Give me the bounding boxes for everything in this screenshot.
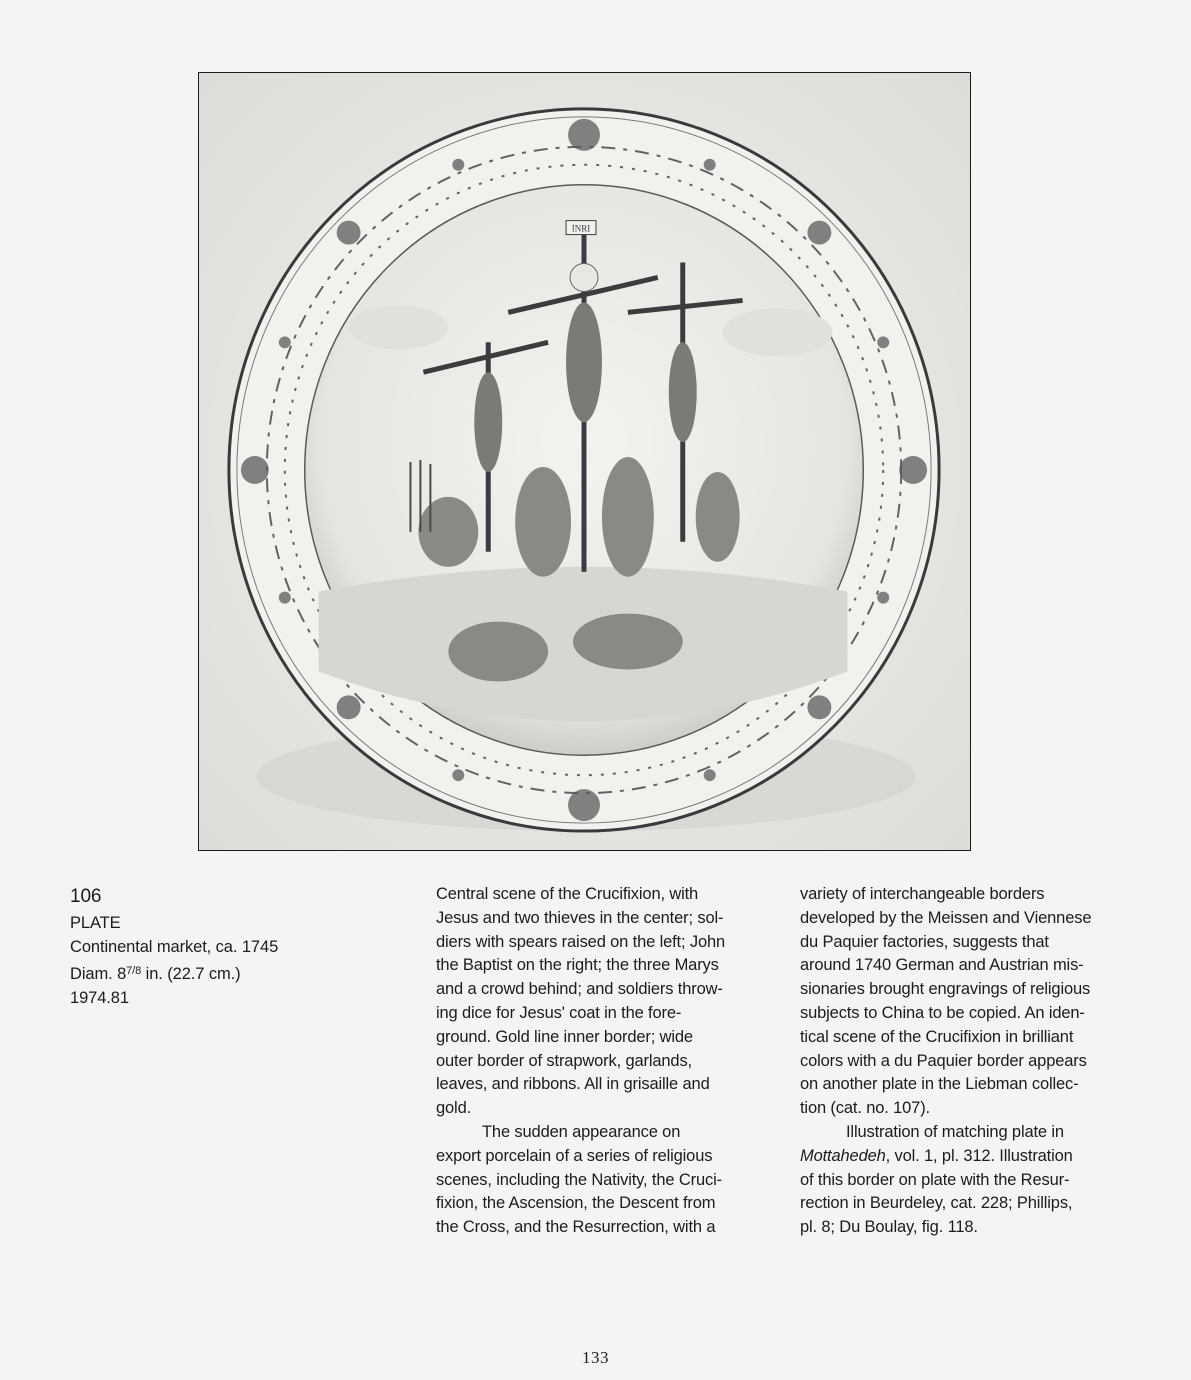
text-line: the Baptist on the right; the three Marys bbox=[436, 956, 719, 975]
text-line: Jesus and two thieves in the center; sol- bbox=[436, 908, 724, 927]
continuation-paragraph bbox=[800, 883, 1120, 1121]
text-line: ground. Gold line inner border; wide bbox=[436, 1027, 693, 1046]
text-line: diers with spears raised on the left; John bbox=[436, 932, 726, 951]
text-line: gold. bbox=[436, 1099, 472, 1118]
text-line: subjects to China to be copied. An iden- bbox=[800, 1003, 1085, 1022]
plate-image bbox=[199, 73, 970, 850]
text-line: outer border of strapwork, garlands, bbox=[436, 1051, 692, 1070]
continuation-column bbox=[800, 883, 1120, 1240]
accession-number: 1974.81 bbox=[70, 989, 129, 1007]
diameter-fraction: 7/8 bbox=[126, 965, 142, 977]
page-number: 133 bbox=[582, 1348, 609, 1367]
text-line: on another plate in the Liebman collec- bbox=[800, 1075, 1079, 1094]
text-line: colors with a du Paquier border appears bbox=[800, 1051, 1087, 1070]
text-line: scenes, including the Nativity, the Cruci- bbox=[436, 1170, 722, 1189]
text-line: rection in Beurdeley, cat. 228; Phillips, bbox=[800, 1194, 1073, 1213]
text-line: around 1740 German and Austrian mis- bbox=[800, 956, 1084, 975]
text-line: pl. 8; Du Boulay, fig. 118. bbox=[800, 1218, 978, 1237]
references-paragraph bbox=[800, 1121, 1120, 1240]
catalog-number: 106 bbox=[70, 886, 102, 907]
description-paragraph bbox=[436, 883, 756, 1121]
text-line: the Cross, and the Resurrection, with a bbox=[436, 1218, 716, 1237]
text-line: of this border on plate with the Resur- bbox=[800, 1170, 1070, 1189]
description-column bbox=[436, 883, 756, 1240]
text-line: Mottahedeh, vol. 1, pl. 312. Illustration bbox=[800, 1146, 1073, 1165]
text-line: export porcelain of a series of religious bbox=[436, 1146, 713, 1165]
text-line: and a crowd behind; and soldiers throw- bbox=[436, 980, 723, 999]
text-line: Illustration of matching plate in bbox=[846, 1122, 1064, 1141]
text-line: ing dice for Jesus' coat in the fore- bbox=[436, 1003, 682, 1022]
text-line: fixion, the Ascension, the Descent from bbox=[436, 1194, 716, 1213]
catalog-entry bbox=[70, 883, 370, 1010]
text-line: leaves, and ribbons. All in grisaille and bbox=[436, 1075, 710, 1094]
text-line: du Paquier factories, suggests that bbox=[800, 932, 1049, 951]
plate-photograph bbox=[198, 72, 971, 851]
text-line: The sudden appearance on bbox=[482, 1122, 681, 1141]
reference-title: Mottahedeh bbox=[800, 1146, 886, 1165]
text-line: tical scene of the Crucifixion in brilliant bbox=[800, 1027, 1074, 1046]
market-date: Continental market, ca. 1745 bbox=[70, 938, 279, 956]
cross-inscription: INRI bbox=[571, 223, 591, 234]
text-line: variety of interchangeable borders bbox=[800, 885, 1045, 903]
text-line: tion (cat. no. 107). bbox=[800, 1099, 930, 1118]
object-type: PLATE bbox=[70, 914, 121, 932]
text-line: Central scene of the Crucifixion, with bbox=[436, 885, 699, 903]
dimensions: Diam. $8^{7/8}$ in. (22.7 cm.) bbox=[70, 965, 241, 983]
history-paragraph bbox=[436, 1121, 756, 1240]
text-line: sionaries brought engravings of religious bbox=[800, 980, 1091, 999]
text-line: developed by the Meissen and Viennese bbox=[800, 908, 1092, 927]
